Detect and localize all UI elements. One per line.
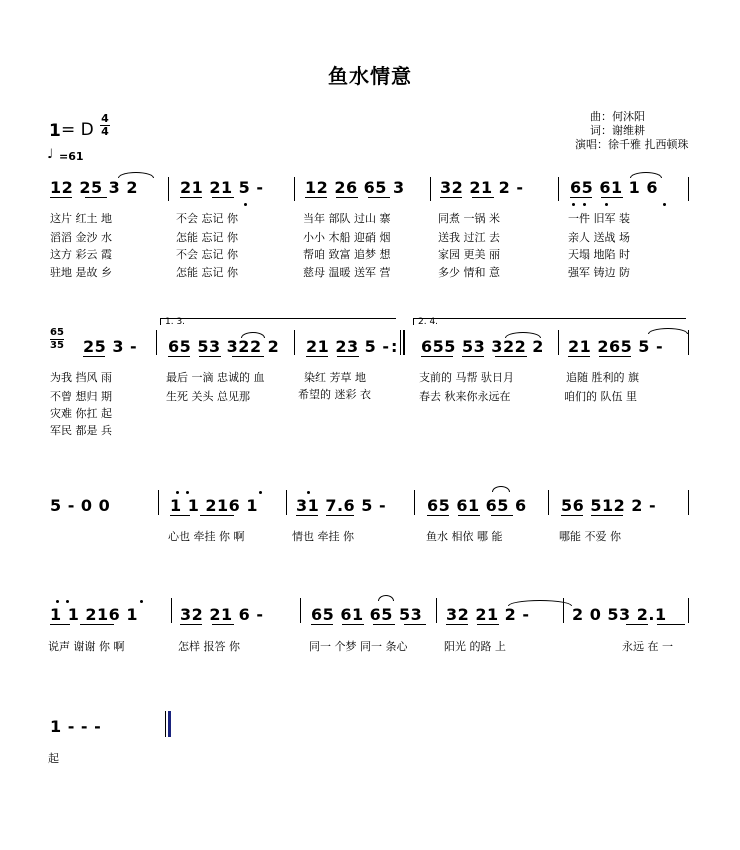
lyric: 滔滔 金沙 水: [50, 231, 112, 244]
lyric: 咱们的 队伍 里: [564, 390, 637, 403]
volta-2-label: 2. 4.: [418, 317, 439, 327]
lyric: 亲人 送战 场: [568, 231, 630, 244]
measure: 12 25 3 2: [50, 178, 139, 197]
measure: 1 1 216 1: [50, 605, 139, 624]
beam: [180, 624, 202, 625]
key-tonic: 1: [49, 121, 61, 141]
lyric: 永远 在 一: [622, 640, 673, 653]
measure: 21 23 5 -: [306, 337, 390, 356]
beam: [311, 624, 333, 625]
slur: [505, 332, 541, 338]
beam: [568, 356, 590, 357]
fermata-arc: [378, 595, 394, 601]
lyric: 生死 关头 总见那: [166, 390, 250, 403]
high-octave-dot: [140, 600, 143, 603]
beam: [180, 197, 202, 198]
high-octave-dot: [66, 600, 69, 603]
bar-line: [403, 330, 405, 355]
lyric: 怎样 报答 你: [178, 640, 240, 653]
high-octave-dot: [186, 491, 189, 494]
lyric: 多少 情和 意: [438, 266, 500, 279]
measure: 2 0 53 2.1: [572, 605, 667, 624]
beam: [472, 197, 494, 198]
slur: [630, 172, 662, 178]
measure: 12 26 65 3: [305, 178, 405, 197]
lyric: 这方 彩云 霞: [50, 248, 112, 261]
bar-line: [156, 330, 157, 355]
beam: [306, 356, 328, 357]
lyric: 灾难 你扛 起: [50, 407, 112, 420]
bar-line: [436, 598, 437, 623]
lyric: 同一 个梦 同一 条心: [309, 640, 408, 653]
fermata-arc: [492, 486, 510, 492]
quarter-note-icon: ♩: [47, 147, 54, 162]
lyric: 心也 牵挂 你 啊: [168, 530, 245, 543]
bar-line: [414, 490, 415, 515]
lyric: 慈母 温暖 送军 营: [303, 266, 391, 279]
time-signature-bottom: 4: [101, 125, 109, 138]
beam: [212, 197, 234, 198]
beam: [446, 624, 468, 625]
lyric: 为我 挡风 雨: [50, 371, 112, 384]
high-octave-dot: [56, 600, 59, 603]
bar-line: [548, 490, 549, 515]
lyric: 送我 过江 去: [438, 231, 500, 244]
slur: [118, 172, 154, 178]
lyric: 支前的 马帮 驮日月: [419, 371, 514, 384]
beam: [657, 624, 685, 625]
stacked-notes-bottom: 35: [50, 340, 64, 351]
measure: 1 1 216 1: [170, 496, 259, 515]
lyric: 希望的 迷彩 衣: [298, 388, 371, 401]
lyric: 哪能 不爱 你: [559, 530, 621, 543]
singer-credit: 演唱：徐千雅 扎西顿珠: [575, 138, 689, 151]
bar-line: [300, 598, 301, 623]
measure: 1 - - -: [50, 717, 102, 736]
bar-line: [558, 330, 559, 355]
measure: 21 21 5 -: [180, 178, 264, 197]
volta-bracket-1: [160, 318, 396, 325]
beam: [305, 197, 327, 198]
lyric: 情也 牵挂 你: [292, 530, 354, 543]
measure: 32 21 2 -: [446, 605, 530, 624]
bar-line: [430, 177, 431, 201]
bar-line: [294, 330, 295, 355]
beam: [200, 515, 234, 516]
bar-line: [688, 490, 689, 515]
low-octave-dot: [663, 203, 666, 206]
beam: [199, 356, 221, 357]
composer-credit: 曲：何沐阳: [590, 110, 645, 123]
beam: [326, 515, 354, 516]
bar-line: [158, 490, 159, 515]
beam: [336, 197, 358, 198]
tempo-marking: =61: [59, 150, 84, 163]
low-octave-dot: [244, 203, 247, 206]
low-octave-dot: [572, 203, 575, 206]
beam: [601, 197, 623, 198]
slur: [648, 328, 688, 334]
high-octave-dot: [307, 491, 310, 494]
beam: [570, 197, 592, 198]
measure: 21 265 5 -: [568, 337, 664, 356]
lyric: 怎能 忘记 你: [176, 231, 238, 244]
beam: [85, 197, 107, 198]
low-octave-dot: [583, 203, 586, 206]
beam: [80, 624, 114, 625]
beam: [342, 624, 364, 625]
bar-line: [400, 330, 401, 355]
beam: [368, 197, 390, 198]
final-bar-line-thick: [168, 711, 171, 737]
lyric: 怎能 忘记 你: [176, 266, 238, 279]
lyric: 说声 谢谢 你 啊: [48, 640, 125, 653]
beam: [491, 515, 513, 516]
time-signature-top: 4: [101, 112, 109, 125]
beam: [168, 356, 190, 357]
lyric: 军民 都是 兵: [50, 424, 112, 437]
beam: [591, 515, 623, 516]
lyric: 染红 芳草 地: [304, 371, 366, 384]
measure: 65 61 65 6: [427, 496, 527, 515]
beam: [458, 515, 480, 516]
volta-bracket-2: [413, 318, 686, 325]
bar-line: [294, 177, 295, 201]
bar-line: [171, 598, 172, 623]
lyric: 不曾 想归 期: [50, 390, 112, 403]
time-signature: [100, 113, 110, 138]
beam: [495, 356, 527, 357]
beam: [626, 624, 648, 625]
bar-line: [688, 330, 689, 355]
beam: [421, 356, 453, 357]
measure: 31 7.6 5 -: [296, 496, 387, 515]
lyric: 小小 木船 迎硝 烟: [303, 231, 391, 244]
lyric: 驻地 是故 乡: [50, 266, 112, 279]
final-bar-line: [165, 711, 166, 737]
beam: [83, 356, 105, 357]
lyric: 强军 铸边 防: [568, 266, 630, 279]
beam: [599, 356, 631, 357]
beam: [427, 515, 449, 516]
beam: [337, 356, 359, 357]
measure: 32 21 6 -: [180, 605, 264, 624]
slur: [241, 332, 265, 338]
beam: [50, 624, 70, 625]
beam: [170, 515, 190, 516]
high-octave-dot: [176, 491, 179, 494]
lyric: 追随 胜利的 旗: [566, 371, 639, 384]
volta-1-label: 1. 3.: [165, 317, 186, 327]
bar-line: [688, 598, 689, 623]
key-name: = D: [61, 120, 94, 140]
song-title: 鱼水情意: [328, 64, 412, 88]
lyric: 同煮 一锅 米: [438, 212, 500, 225]
beam: [440, 197, 462, 198]
slur: [508, 600, 572, 606]
measure: 655 53 322 2: [421, 337, 544, 356]
measure: 32 21 2 -: [440, 178, 524, 197]
measure: 56 512 2 -: [561, 496, 657, 515]
lyric: 一件 旧军 装: [568, 212, 630, 225]
measure: 65 53 322 2: [168, 337, 280, 356]
beam: [404, 624, 426, 625]
lyric: 帮咱 致富 追梦 想: [303, 248, 391, 261]
repeat-sign: :: [391, 337, 398, 356]
stacked-notes: [50, 327, 64, 352]
beam: [477, 624, 499, 625]
beam: [212, 624, 234, 625]
beam: [561, 515, 583, 516]
beam: [296, 515, 318, 516]
lyric: 天塌 地陷 时: [568, 248, 630, 261]
bar-line: [688, 177, 689, 201]
low-octave-dot: [605, 203, 608, 206]
lyric: 最后 一滴 忠诚的 血: [166, 371, 265, 384]
measure: 5 - 0 0: [50, 496, 111, 515]
lyric: 起: [48, 752, 59, 765]
bar-line: [286, 490, 287, 515]
lyric: 鱼水 相依 哪 能: [426, 530, 503, 543]
lyric: 家园 更美 丽: [438, 248, 500, 261]
stacked-notes-top: 65: [50, 327, 64, 338]
lyric: 这片 红土 地: [50, 212, 112, 225]
lyricist-credit: 词：谢维耕: [590, 124, 645, 137]
beam: [50, 197, 72, 198]
beam: [462, 356, 484, 357]
bar-line: [558, 177, 559, 201]
lyric: 阳光 的路 上: [444, 640, 506, 653]
measure: 65 61 65 53: [311, 605, 423, 624]
measure: 65 61 1 6: [570, 178, 659, 197]
lyric: 不会 忘记 你: [176, 248, 238, 261]
measure: 25 3 -: [83, 337, 138, 356]
lyric: 当年 部队 过山 寨: [303, 212, 391, 225]
bar-line: [168, 177, 169, 201]
lyric: 不会 忘记 你: [176, 212, 238, 225]
lyric: 春去 秋来你永远在: [419, 390, 511, 403]
high-octave-dot: [259, 491, 262, 494]
beam: [373, 624, 395, 625]
beam: [232, 356, 264, 357]
